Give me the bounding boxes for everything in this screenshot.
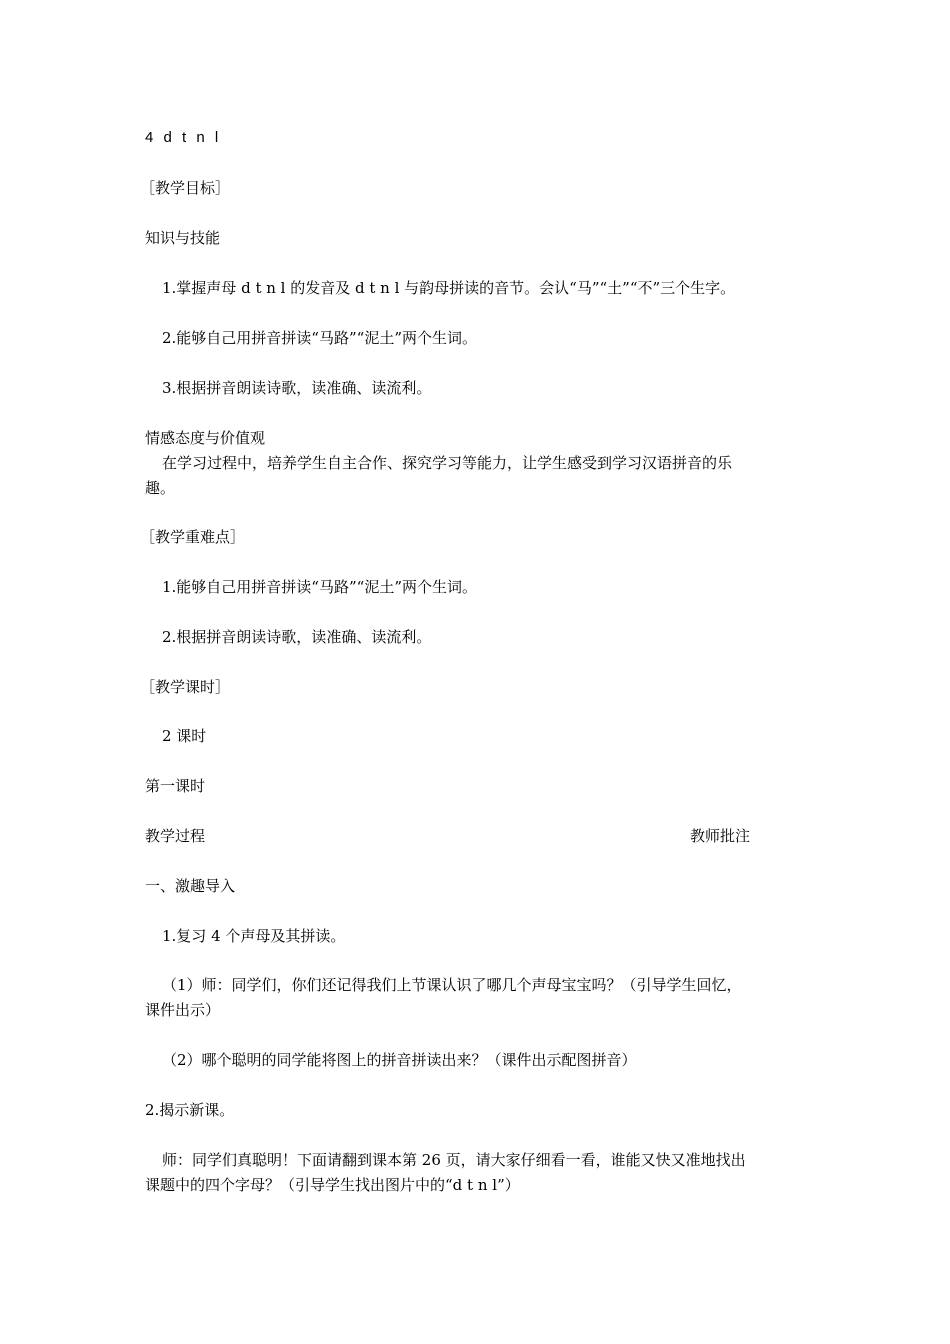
emotion-values-heading: 情感态度与价值观 xyxy=(145,429,266,447)
emotion-text-line-1: 在学习过程中，培养学生自主合作、探究学习等能力，让学生感受到学习汉语拼音的乐 xyxy=(162,454,733,472)
objective-2: 2.能够自己用拼音拼读“马路”“泥土”两个生词。 xyxy=(162,329,477,347)
knowledge-skills-heading: 知识与技能 xyxy=(145,229,221,247)
key-point-2: 2.根据拼音朗读诗歌，读准确、读流利。 xyxy=(162,628,432,646)
step-2: 2.揭示新课。 xyxy=(145,1101,235,1119)
class-hours: 2 课时 xyxy=(162,727,207,745)
teacher-notes-label: 教师批注 xyxy=(690,827,751,845)
key-point-1: 1.能够自己用拼音拼读“马路”“泥土”两个生词。 xyxy=(162,578,477,596)
step-1: 1.复习 4 个声母及其拼读。 xyxy=(162,927,346,945)
objective-3: 3.根据拼音朗读诗歌，读准确、读流利。 xyxy=(162,379,432,397)
step-1-1-line-1: （1）师：同学们，你们还记得我们上节课认识了哪几个声母宝宝吗？（引导学生回忆， xyxy=(162,976,742,994)
part-one-heading: 一、激趣导入 xyxy=(145,877,236,895)
emotion-text-line-2: 趣。 xyxy=(145,479,176,497)
step-2-line-1: 师：同学们真聪明！下面请翻到课本第 26 页，请大家仔细看一看，谁能又快又准地找出 xyxy=(162,1151,746,1169)
step-1-1-line-2: 课件出示） xyxy=(145,1001,221,1019)
objective-1: 1.掌握声母 d t n l 的发音及 d t n l 与韵母拼读的音节。会认“马”“土”“不”三个生字。 xyxy=(162,279,736,297)
key-points-heading: ［教学重难点］ xyxy=(140,528,246,546)
class-hours-heading: ［教学课时］ xyxy=(140,678,231,696)
step-2-line-2: 课题中的四个字母？（引导学生找出图片中的“d t n l”） xyxy=(145,1176,520,1194)
page-title: 4 d t n l xyxy=(145,129,222,146)
process-label: 教学过程 xyxy=(145,827,206,845)
objectives-heading: ［教学目标］ xyxy=(140,179,231,197)
first-lesson-heading: 第一课时 xyxy=(145,777,206,795)
step-1-2: （2）哪个聪明的同学能将图上的拼音拼读出来？（课件出示配图拼音） xyxy=(162,1051,637,1069)
